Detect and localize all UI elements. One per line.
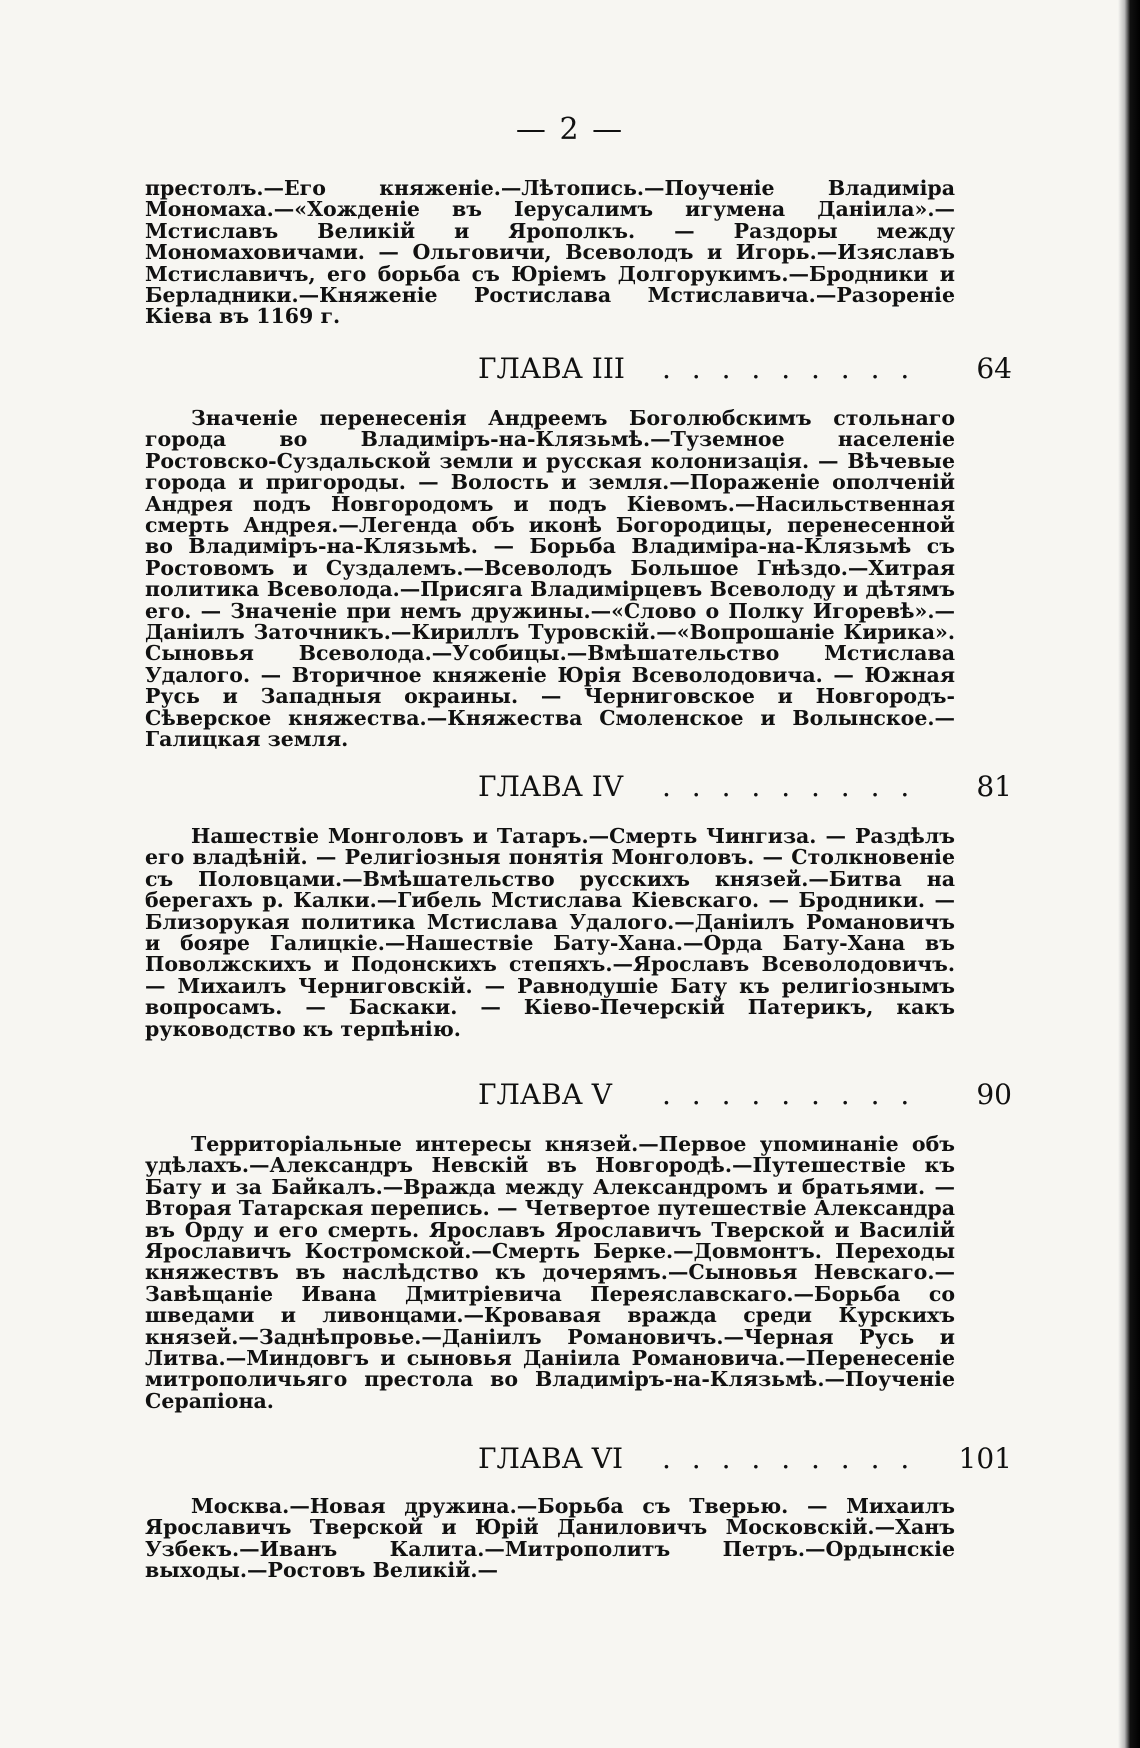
chapter-page-number: 101 bbox=[958, 1442, 1012, 1475]
chapter-heading-6 bbox=[0, 1442, 1140, 1482]
chapter-summary-text: Территоріальные интересы князей.—Первое упоминаніе объ удѣлахъ.—Александръ Невскій въ Новгородѣ.—Путешествіе къ Бату и за Байкалъ.—Вражда между Александромъ и братьями. — Вторая Татарская перепись. — Четвертое путешествіе Александра въ Орду и его смерть. Ярославъ Ярославичъ Тверской и Василій Ярославичъ Костромской.—Смерть Берке.—Довмонтъ. Переходы княжествъ въ наслѣдство къ дочерямъ.—Сыновья Невскаго.—Завѣщаніе Ивана Дмитріевича Переяславскаго.—Борьба со шведами и ливонцами.—Кровавая вражда среди Курскихъ князей.—Заднѣпровье.—Даніилъ Романовичъ.—Черная Русь и Литва.—Миндовгъ и сыновья Даніила Романовича.—Перенесеніе митрополичьяго престола во Владиміръ-на-Клязьмѣ.—Поученіе Серапіона. bbox=[145, 1132, 955, 1413]
chapter-summary-text: Москва.—Новая дружина.—Борьба съ Тверью. — Михаилъ Ярославичъ Тверской и Юрій Даниловичъ Московскій.—Ханъ Узбекъ.—Иванъ Калита.—Митрополитъ Петръ.—Ордынскіе выходы.—Ростовъ Великій.— bbox=[145, 1494, 955, 1583]
chapter-title: ГЛАВА V bbox=[478, 1078, 613, 1111]
chapter-summary-text: Нашествіе Монголовъ и Татаръ.—Смерть Чингиза. — Раздѣлъ его владѣній. — Религіозныя понятія Монголовъ. — Столкновеніе съ Половцами.—Вмѣшательство русскихъ князей.—Битва на берегахъ р. Калки.—Гибель Мстислава Кіевскаго. — Бродники. — Близорукая политика Мстислава Удалого.—Даніилъ Романовичъ и бояре Галицкіе.—Нашествіе Бату-Хана.—Орда Бату-Хана въ Поволжскихъ и Подонскихъ степяхъ.—Ярославъ Всеволодовичъ. — Михаилъ Черниговскій. — Равнодушіе Бату къ религіознымъ вопросамъ. — Баскаки. — Кіево-Печерскій Патерикъ, какъ руководство къ терпѣнію. bbox=[145, 824, 955, 1041]
chapter-title: ГЛАВА IV bbox=[478, 770, 624, 803]
chapter-summary-5 bbox=[145, 1134, 955, 1412]
chapter-page-number: 90 bbox=[976, 1078, 1012, 1111]
chapter-summary-4 bbox=[145, 826, 955, 1040]
chapter-heading-3 bbox=[0, 352, 1140, 392]
chapter-summary-text: Значеніе перенесенія Андреемъ Боголюбскимъ стольнаго города во Владиміръ-на-Клязьмѣ.—Туземное населеніе Ростовско-Суздальской земли и русская колонизація. — Вѣчевые города и пригороды. — Волость и земля.—Пораженіе ополченій Андрея подъ Новгородомъ и подъ Кіевомъ.—Насильственная смерть Андрея.—Легенда объ иконѣ Богородицы, перенесенной во Владиміръ-на-Клязьмѣ. — Борьба Владиміра-на-Клязьмѣ съ Ростовомъ и Суздалемъ.—Всеволодъ Большое Гнѣздо.—Хитрая политика Всеволода.—Присяга Владимірцевъ Всеволоду и дѣтямъ его. — Значеніе при немъ дружины.—«Слово о Полку Игоревѣ».—Даніилъ Заточникъ.—Кириллъ Туровскій.—«Вопрошаніе Кирика». Сыновья Всеволода.—Усобицы.—Вмѣшательство Мстислава Удалого. — Вторичное княженіе Юрія Всеволодовича. — Южная Русь и Западныя окраины. — Черниговское и Новгородъ-Сѣверское княжества.—Княжества Смоленское и Волынское.—Галицкая земля. bbox=[145, 406, 955, 752]
page-edge-shadow bbox=[1118, 0, 1140, 1748]
chapter-heading-4 bbox=[0, 770, 1140, 810]
chapter-leader-dots: . . . . . . . . . bbox=[662, 352, 916, 385]
chapter-leader-dots: . . . . . . . . . bbox=[662, 1078, 916, 1111]
chapter-heading-5 bbox=[0, 1078, 1140, 1118]
chapter-leader-dots: . . . . . . . . . bbox=[662, 770, 916, 803]
chapter-page-number: 64 bbox=[976, 352, 1012, 385]
chapter-title: ГЛАВА III bbox=[478, 352, 625, 385]
page-number: — 2 — bbox=[515, 112, 625, 147]
intro-paragraph: престолъ.—Его княженіе.—Лѣтопись.—Поученіе Владиміра Мономаха.—«Хожденіе въ Іерусалимъ игумена Даніила».—Мстиславъ Великій и Ярополкъ. — Раздоры между Мономаховичами. — Ольговичи, Всеволодъ и Игорь.—Изяславъ Мстиславичъ, его борьба съ Юріемъ Долгорукимъ.—Бродники и Берладники.—Княженіе Ростислава Мстиславича.—Разореніе Кіева въ 1169 г. bbox=[145, 176, 955, 329]
chapter-summary-3 bbox=[145, 408, 955, 751]
chapter-summary-6 bbox=[145, 1496, 955, 1582]
chapter-title: ГЛАВА VI bbox=[478, 1442, 624, 1475]
chapter-leader-dots: . . . . . . . . . bbox=[662, 1442, 916, 1475]
chapter-page-number: 81 bbox=[976, 770, 1012, 803]
